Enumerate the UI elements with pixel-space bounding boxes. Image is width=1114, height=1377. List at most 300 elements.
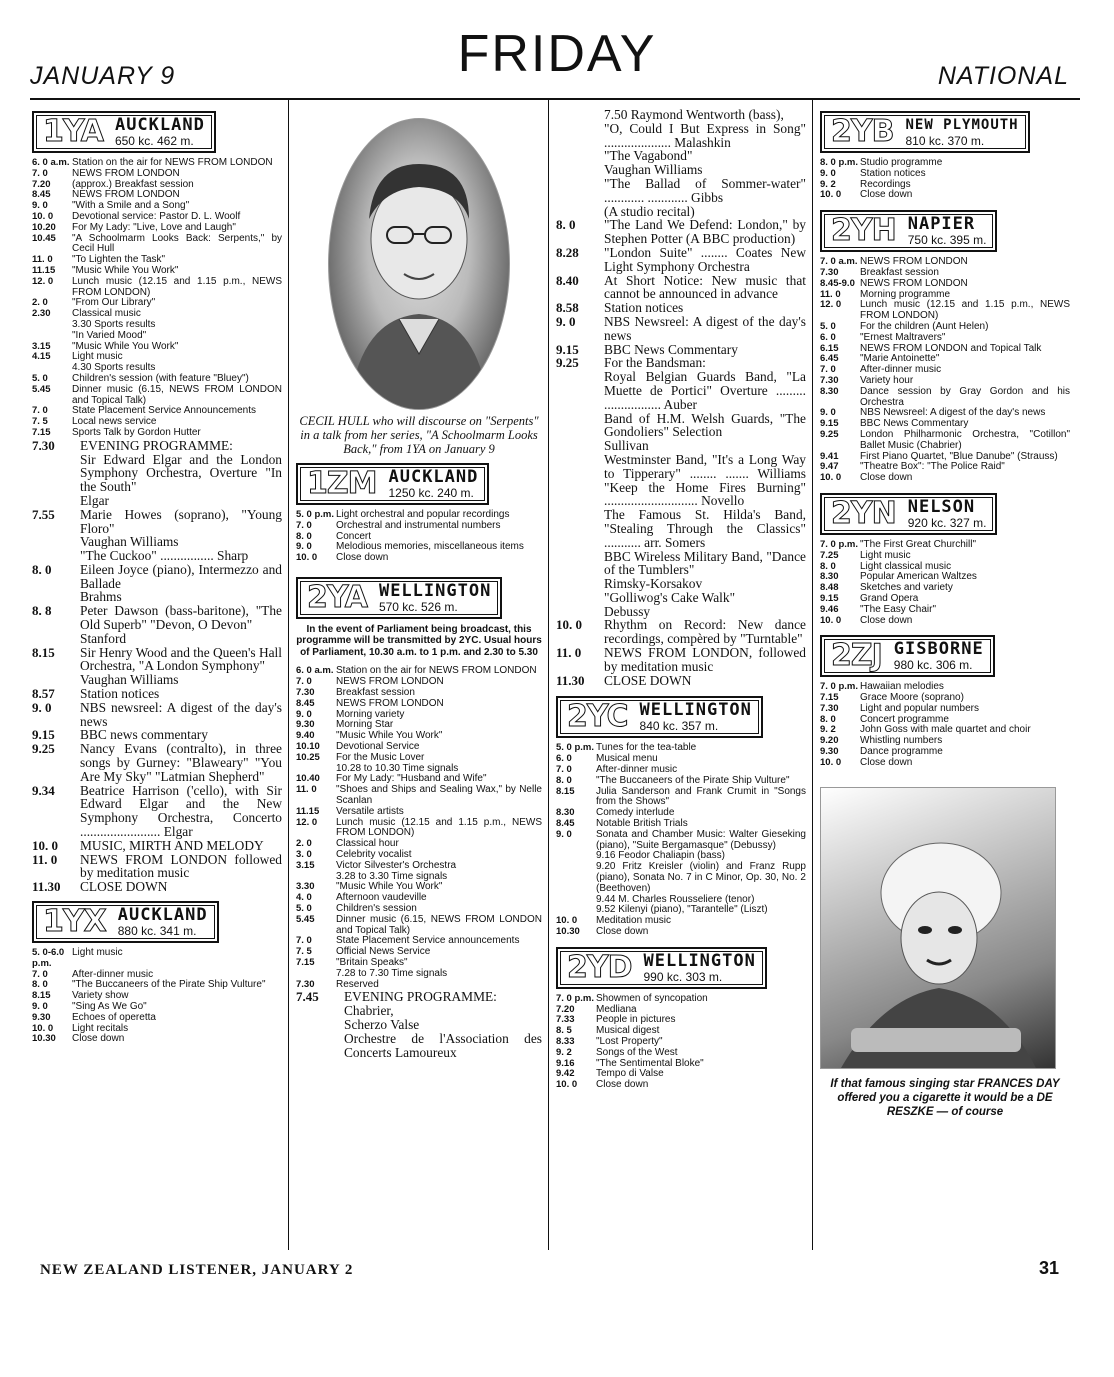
schedule-row bbox=[556, 1005, 806, 1016]
time-label: 7. 0 bbox=[556, 764, 572, 776]
time-label: 8.30 bbox=[820, 571, 839, 583]
time-label: 10. 0 bbox=[820, 189, 842, 201]
time-label bbox=[556, 605, 604, 619]
time-label: 11. 0 bbox=[820, 288, 841, 300]
time-label: 8. 0 bbox=[32, 561, 52, 577]
station-frequency: 750 kc. 395 m. bbox=[907, 233, 987, 248]
programme-item: Orchestral and instrumental numbers bbox=[336, 519, 501, 531]
time-label: 8. 0 bbox=[556, 217, 576, 233]
schedule-row bbox=[32, 352, 282, 363]
programme-item: Light classical music bbox=[860, 560, 952, 572]
time-label: 9. 2 bbox=[820, 178, 836, 190]
programme-item: Concert bbox=[336, 530, 372, 542]
time-label: 7. 0 bbox=[296, 519, 312, 531]
time-label: 8.30 bbox=[820, 385, 839, 397]
station-2yd bbox=[556, 948, 806, 988]
programme-item: CLOSE DOWN bbox=[80, 879, 168, 895]
schedule-row bbox=[296, 699, 542, 710]
programme-item: 3.30 Sports results bbox=[72, 318, 156, 330]
time-label bbox=[556, 122, 604, 150]
station-2zj bbox=[820, 636, 1070, 676]
schedule-row bbox=[32, 535, 282, 549]
station-2yn bbox=[820, 494, 1070, 534]
programme-item: "Ernest Maltravers" bbox=[860, 331, 946, 343]
time-label: 8.30 bbox=[556, 807, 575, 819]
time-label: 9. 2 bbox=[820, 724, 836, 736]
schedule-row bbox=[556, 1037, 806, 1048]
programme-item: Sonata and Chamber Music: Walter Gieseking (piano), "Suite Bergamasque" (Debussy) bbox=[596, 828, 806, 851]
schedule-row bbox=[556, 862, 806, 894]
schedule-row bbox=[556, 205, 806, 219]
schedule-row bbox=[32, 948, 282, 970]
schedule-row bbox=[296, 710, 542, 721]
programme-item: "Britain Speaks" bbox=[336, 957, 408, 968]
station-city: GISBORNE bbox=[893, 639, 984, 660]
schedule-row bbox=[556, 453, 806, 508]
schedule-row bbox=[556, 1059, 806, 1070]
time-label: 7.33 bbox=[556, 1014, 575, 1026]
programme-item: NEWS FROM LONDON bbox=[336, 676, 444, 688]
programme-item: For the children (Aunt Helen) bbox=[860, 320, 989, 332]
time-label bbox=[556, 370, 604, 411]
programme-item: "Music While You Work" bbox=[336, 881, 443, 893]
time-label: 5.45 bbox=[296, 913, 315, 925]
schedule-row bbox=[556, 905, 806, 916]
schedule-row bbox=[556, 916, 806, 927]
programme-item: Light orchestral and popular recordings bbox=[336, 509, 510, 520]
programme-item: MUSIC, MIRTH AND MELODY bbox=[80, 837, 264, 853]
time-label: 9.25 bbox=[32, 741, 55, 757]
time-label: 7.30 bbox=[32, 437, 55, 453]
programme-item: 7.28 to 7.30 Time signals bbox=[336, 967, 448, 979]
programme-item: "Music While You Work" bbox=[72, 340, 179, 352]
programme-item: Close down bbox=[336, 552, 389, 564]
time-label: 7.15 bbox=[296, 957, 315, 968]
time-label: 8. 0 bbox=[296, 530, 312, 542]
station-code: 2YD bbox=[567, 949, 632, 985]
schedule-row bbox=[556, 246, 806, 274]
schedule-row bbox=[32, 406, 282, 417]
station-frequency: 840 kc. 357 m. bbox=[639, 719, 719, 734]
programme-item: Classical music bbox=[72, 308, 141, 320]
time-label: 9.40 bbox=[296, 730, 315, 742]
station-code: 2ZJ bbox=[831, 638, 882, 674]
programme-item: State Placement Service Announcements bbox=[72, 405, 256, 417]
station-city: WELLINGTON bbox=[378, 580, 492, 601]
time-label: 9. 0 bbox=[32, 1001, 48, 1012]
time-label bbox=[32, 549, 80, 563]
programme-item: Vaughan Williams bbox=[80, 534, 179, 550]
programme-item: EVENING PROGRAMME: bbox=[80, 437, 233, 453]
station-2yc bbox=[556, 697, 806, 737]
schedule-row bbox=[296, 677, 542, 688]
schedule-row bbox=[556, 550, 806, 578]
programme-item: Scherzo Valse bbox=[344, 1016, 420, 1032]
programme-item: BBC Wireless Military Band, "Dance of the Tumblers" bbox=[604, 548, 806, 578]
time-label: 5. 0 p.m. bbox=[556, 742, 595, 754]
programme-item: Close down bbox=[596, 1079, 649, 1091]
time-label: 9.16 bbox=[556, 1057, 575, 1069]
time-label: 7. 0 bbox=[820, 364, 836, 376]
programme-item: NBS Newsreel: A digest of the day's news bbox=[604, 313, 806, 343]
programme-item: Whistling numbers bbox=[860, 735, 943, 747]
time-label: 8.45 bbox=[556, 818, 575, 830]
time-label: 7. 5 bbox=[32, 416, 48, 428]
programme-item: Eileen Joyce (piano), Intermezzo and Ballade bbox=[80, 561, 282, 591]
schedule-row bbox=[556, 177, 806, 205]
programme-item: After-dinner music bbox=[72, 968, 154, 980]
time-label: 9. 0 bbox=[32, 200, 48, 212]
schedule-row bbox=[32, 277, 282, 299]
time-label: 11. 0 bbox=[32, 254, 53, 266]
schedule-row bbox=[556, 618, 806, 646]
programme-item: Lunch music (12.15 and 1.15 p.m., NEWS FROM LONDON) bbox=[72, 275, 282, 298]
station-frequency: 990 kc. 303 m. bbox=[643, 969, 723, 984]
time-label: 2. 0 bbox=[296, 838, 312, 850]
programme-item: 10.28 to 10.30 Time signals bbox=[336, 762, 459, 774]
time-label: 7.20 bbox=[556, 1003, 575, 1015]
time-label: 7.30 bbox=[296, 687, 315, 699]
network-heading: NATIONAL bbox=[937, 62, 1069, 90]
time-label: 8.15 bbox=[556, 785, 575, 797]
parliament-notice: In the event of Parliament being broadcast, this programme will be transmitted by 2YC. Usual hours of Parliament, 10.30 a.m. to 1 p.m. and 2.30 to 5.30 bbox=[296, 623, 542, 658]
schedule-row bbox=[296, 947, 542, 958]
programme-item: Sketches and variety bbox=[860, 582, 953, 594]
column-2 bbox=[296, 108, 542, 1059]
header-rule bbox=[30, 98, 1080, 100]
schedule-row bbox=[32, 223, 282, 234]
programme-item: Notable British Trials bbox=[596, 818, 688, 830]
schedule-row bbox=[556, 163, 806, 177]
schedule-row bbox=[556, 356, 806, 370]
schedule-row bbox=[32, 453, 282, 494]
programme-item: Vaughan Williams bbox=[80, 672, 179, 688]
programme-item: Light music bbox=[72, 351, 123, 363]
programme-item: Devotional service: Pastor D. L. Woolf bbox=[72, 210, 241, 222]
programme-item: 9.16 Feodor Chaliapin (bass) bbox=[596, 850, 725, 862]
programme-item: "With a Smile and a Song" bbox=[72, 200, 190, 212]
schedule-row bbox=[820, 158, 1070, 169]
programme-item: Devotional Service bbox=[336, 741, 420, 753]
schedule-row bbox=[820, 605, 1070, 616]
publication-footer: NEW ZEALAND LISTENER, JANUARY 2 bbox=[40, 1262, 354, 1278]
programme-item: London Philharmonic Orchestra, "Cotillon" Ballet Music (Chabrier) bbox=[860, 428, 1070, 451]
evening-programme-2ya bbox=[296, 990, 542, 1059]
time-label bbox=[32, 331, 72, 342]
schedule-row bbox=[556, 605, 806, 619]
programme-item: 9.44 M. Charles Rousseliere (tenor) bbox=[596, 893, 755, 905]
time-label: 9.20 bbox=[820, 735, 839, 747]
time-label: 10. 0 bbox=[32, 837, 58, 853]
schedule-row bbox=[820, 736, 1070, 747]
time-label: 3.15 bbox=[32, 340, 51, 352]
programme-item: Popular American Waltzes bbox=[860, 571, 977, 583]
schedule-row bbox=[556, 122, 806, 150]
station-city: NELSON bbox=[907, 496, 976, 517]
schedule-row bbox=[820, 354, 1070, 365]
programme-item: Close down bbox=[860, 472, 913, 484]
programme-item: Marie Howes (soprano), "Young Floro" bbox=[80, 506, 282, 536]
programme-item: CLOSE DOWN bbox=[604, 672, 692, 688]
time-label: 10.30 bbox=[556, 926, 580, 938]
programme-item: Echoes of operetta bbox=[72, 1011, 156, 1023]
programme-item: "A Schoolmarm Looks Back: Serpents," by Cecil Hull bbox=[72, 232, 282, 255]
programme-item: NEWS FROM LONDON and Topical Talk bbox=[860, 342, 1042, 354]
schedule-row bbox=[32, 549, 282, 563]
schedule-row bbox=[556, 1080, 806, 1091]
programme-item: Concert programme bbox=[860, 713, 949, 725]
time-label: 8.15 bbox=[32, 990, 51, 1002]
programme-item: Nancy Evans (contralto), in three songs by Gurney: "Blaweary" "You Are My Sky" "Latmian Shepherd" bbox=[80, 741, 282, 784]
programme-item: "The Buccaneers of the Pirate Ship Vulture" bbox=[72, 979, 266, 991]
station-city: WELLINGTON bbox=[639, 700, 752, 721]
time-label: 11. 0 bbox=[32, 851, 58, 867]
time-label: 7.45 bbox=[296, 989, 319, 1005]
schedule-row bbox=[32, 853, 282, 881]
schedule-row bbox=[820, 430, 1070, 452]
schedule-row bbox=[32, 742, 282, 783]
station-code: 1YX bbox=[43, 904, 106, 940]
schedule-2yd bbox=[556, 994, 806, 1091]
programme-item: 4.30 Sports results bbox=[72, 362, 156, 374]
schedule-row bbox=[556, 994, 806, 1005]
evening-programme-1ya bbox=[32, 439, 282, 894]
programme-item: "The Sentimental Bloke" bbox=[596, 1057, 704, 1069]
schedule-2zj bbox=[820, 682, 1070, 768]
time-label: 9.30 bbox=[32, 1011, 51, 1023]
programme-item: Morning variety bbox=[336, 708, 405, 720]
time-label bbox=[556, 591, 604, 605]
programme-item: BBC news commentary bbox=[80, 727, 208, 743]
time-label: 10.25 bbox=[296, 751, 320, 763]
time-label: 8.40 bbox=[556, 272, 579, 288]
schedule-row bbox=[32, 646, 282, 674]
time-label: 9. 0 bbox=[296, 541, 312, 553]
programme-item: Breakfast session bbox=[860, 266, 939, 278]
schedule-row bbox=[32, 980, 282, 991]
programme-item: Breakfast session bbox=[336, 687, 415, 699]
programme-item: NEWS FROM LONDON, followed by meditation music bbox=[604, 645, 806, 674]
time-label bbox=[556, 862, 596, 894]
time-label: 7.30 bbox=[820, 266, 839, 278]
programme-item: Chabrier, bbox=[344, 1003, 394, 1019]
time-label: 12. 0 bbox=[296, 816, 318, 828]
programme-item: Sullivan bbox=[604, 438, 649, 454]
time-label: 4.15 bbox=[32, 351, 51, 363]
programme-item: Orchestre de l'Association des Concerts Lamoureux bbox=[344, 1030, 542, 1060]
programme-item: Vaughan Williams bbox=[604, 162, 703, 178]
time-label bbox=[556, 851, 596, 862]
programme-item: Station notices bbox=[860, 167, 926, 179]
schedule-row bbox=[296, 839, 542, 850]
column-3 bbox=[556, 108, 806, 1091]
programme-item: Dance session by Gray Gordon and his Orchestra bbox=[860, 385, 1070, 408]
time-label: 4. 0 bbox=[296, 892, 312, 904]
schedule-row bbox=[820, 583, 1070, 594]
advertisement-caption: If that famous singing star FRANCES DAY offered you a cigarette it would be a DE RESZKE — of course bbox=[830, 1077, 1060, 1118]
time-label bbox=[32, 494, 80, 508]
programme-item: Hawaiian melodies bbox=[860, 681, 944, 693]
time-label: 9.15 bbox=[556, 341, 579, 357]
schedule-row bbox=[820, 616, 1070, 627]
schedule-row bbox=[32, 728, 282, 742]
schedule-row bbox=[820, 387, 1070, 409]
time-label bbox=[556, 205, 604, 219]
time-label: 7.30 bbox=[820, 702, 839, 714]
portrait-photo bbox=[328, 118, 510, 410]
schedule-row bbox=[32, 1024, 282, 1035]
time-label: 7.25 bbox=[820, 549, 839, 561]
programme-item: NEWS FROM LONDON followed by meditation music bbox=[80, 851, 282, 881]
schedule-row bbox=[296, 1032, 542, 1060]
schedule-row bbox=[296, 893, 542, 904]
time-label: 10. 0 bbox=[820, 756, 842, 768]
schedule-row bbox=[820, 190, 1070, 201]
programme-item: After-dinner music bbox=[596, 764, 678, 776]
schedule-row bbox=[32, 1002, 282, 1013]
programme-item: Official News Service bbox=[336, 946, 431, 958]
time-label: 11.15 bbox=[32, 264, 56, 276]
schedule-row bbox=[32, 632, 282, 646]
schedule-row bbox=[556, 412, 806, 440]
time-label: 9.34 bbox=[32, 782, 55, 798]
programme-item: For My Lady: "Live, Love and Laugh" bbox=[72, 221, 236, 233]
time-label: 9. 0 bbox=[296, 708, 312, 720]
schedule-row bbox=[820, 594, 1070, 605]
schedule-row bbox=[556, 108, 806, 122]
time-label: 7.20 bbox=[32, 178, 51, 190]
ad-figure bbox=[821, 788, 1055, 1068]
programme-item: 9.52 Kilenyi (piano), "Tarantelle" (Liszt) bbox=[596, 904, 768, 916]
time-label: 9.42 bbox=[556, 1068, 575, 1080]
station-frequency: 1250 kc. 240 m. bbox=[388, 486, 474, 500]
programme-item: After-dinner music bbox=[860, 364, 942, 376]
schedule-row bbox=[820, 279, 1070, 290]
programme-item: Melodious memories, miscellaneous items bbox=[336, 541, 524, 553]
schedule-row bbox=[556, 1069, 806, 1080]
schedule-row bbox=[296, 785, 542, 807]
time-label bbox=[32, 632, 80, 646]
schedule-row bbox=[32, 331, 282, 342]
programme-item: At Short Notice: New music that cannot be announced in advance bbox=[604, 272, 806, 302]
time-label bbox=[556, 163, 604, 177]
time-label: 6.45 bbox=[820, 353, 839, 365]
time-label: 9. 0 bbox=[556, 828, 572, 840]
time-label: 10. 0 bbox=[32, 1022, 54, 1034]
schedule-1yx bbox=[32, 948, 282, 1045]
programme-item: Local news service bbox=[72, 416, 157, 428]
time-label: 7. 0 bbox=[296, 676, 312, 688]
time-label: 9.30 bbox=[296, 719, 315, 731]
time-label: 7.30 bbox=[296, 978, 315, 990]
programme-item: "Golliwog's Cake Walk" bbox=[604, 589, 736, 605]
time-label: 7. 0 a.m. bbox=[820, 256, 858, 268]
time-label bbox=[32, 320, 72, 331]
station-city: NEW PLYMOUTH bbox=[905, 117, 1019, 133]
time-label bbox=[32, 673, 80, 687]
schedule-row bbox=[556, 508, 806, 549]
programme-item: Sir Edward Elgar and the London Symphony Orchestra, Overture "In the South" bbox=[80, 451, 282, 495]
programme-item: Songs of the West bbox=[596, 1046, 678, 1058]
schedule-row bbox=[32, 991, 282, 1002]
time-label: 5. 0 p.m. bbox=[296, 509, 335, 520]
schedule-row bbox=[296, 731, 542, 742]
time-label: 10. 0 bbox=[32, 210, 54, 222]
time-label bbox=[556, 577, 604, 591]
time-label bbox=[32, 535, 80, 549]
station-1yx bbox=[32, 902, 282, 942]
time-label: 9.46 bbox=[820, 603, 839, 615]
schedule-row bbox=[556, 439, 806, 453]
programme-item: Close down bbox=[860, 756, 913, 768]
schedule-row bbox=[556, 830, 806, 852]
programme-item: "The Cuckoo" ................ Sharp bbox=[80, 548, 249, 564]
schedule-row bbox=[820, 333, 1070, 344]
station-city: NAPIER bbox=[907, 214, 976, 235]
time-label: 8.33 bbox=[556, 1036, 575, 1047]
time-label: 8. 5 bbox=[556, 1025, 572, 1037]
programme-item: "The Vagabond" bbox=[604, 148, 693, 164]
programme-item: "The Buccaneers of the Pirate Ship Vulture" bbox=[596, 774, 790, 786]
schedule-row bbox=[32, 508, 282, 536]
time-label: 8. 0 bbox=[820, 560, 836, 572]
time-label: 3.15 bbox=[296, 859, 315, 871]
evening-programme-2ya-continued bbox=[556, 108, 806, 687]
programme-item: NEWS FROM LONDON bbox=[860, 256, 968, 268]
programme-item: Lunch music (12.15 and 1.15 p.m., NEWS FROM LONDON) bbox=[336, 816, 542, 839]
schedule-row bbox=[32, 590, 282, 604]
schedule-row bbox=[32, 839, 282, 853]
time-label: 7. 0 p.m. bbox=[820, 538, 859, 550]
schedule-row bbox=[556, 743, 806, 754]
time-label bbox=[296, 1032, 344, 1060]
time-label: 11.15 bbox=[296, 805, 320, 817]
station-2ya bbox=[296, 578, 542, 618]
time-label: 7. 0 p.m. bbox=[820, 681, 859, 693]
schedule-row bbox=[820, 462, 1070, 473]
schedule-row bbox=[820, 365, 1070, 376]
time-label: 9.25 bbox=[556, 355, 579, 371]
schedule-row bbox=[296, 818, 542, 840]
time-label bbox=[556, 412, 604, 440]
programme-item: EVENING PROGRAMME: bbox=[344, 989, 497, 1005]
programme-item: Classical hour bbox=[336, 838, 399, 850]
portrait-figure bbox=[329, 119, 509, 409]
schedule-row bbox=[820, 300, 1070, 322]
time-label: 7. 0 bbox=[296, 935, 312, 947]
programme-item: NEWS FROM LONDON bbox=[72, 189, 180, 201]
time-label: 7. 5 bbox=[296, 946, 312, 958]
programme-item: Station on the air for NEWS FROM LONDON bbox=[336, 665, 537, 677]
programme-item: Tempo di Valse bbox=[596, 1068, 664, 1080]
time-label: 9.15 bbox=[32, 727, 55, 743]
programme-item: John Goss with male quartet and choir bbox=[860, 724, 1031, 736]
programme-item: Dinner music (6.15, NEWS FROM LONDON and Topical Talk) bbox=[336, 913, 542, 936]
station-frequency: 650 kc. 462 m. bbox=[114, 134, 194, 148]
time-label: 11.30 bbox=[32, 879, 61, 895]
programme-item: Debussy bbox=[604, 603, 651, 619]
programme-item: Stanford bbox=[80, 630, 127, 646]
time-label: 8. 8 bbox=[32, 603, 52, 619]
programme-item: Close down bbox=[596, 926, 649, 938]
schedule-row bbox=[32, 701, 282, 729]
programme-item: For My Lady: "Husband and Wife" bbox=[336, 773, 487, 785]
time-label: 10.10 bbox=[296, 741, 320, 753]
programme-item: "To Lighten the Task" bbox=[72, 254, 166, 266]
schedule-row bbox=[556, 1015, 806, 1026]
programme-item: "Shoes and Ships and Sealing Wax," by Nelle Scanlan bbox=[336, 784, 542, 807]
time-label: 2. 0 bbox=[32, 297, 48, 309]
